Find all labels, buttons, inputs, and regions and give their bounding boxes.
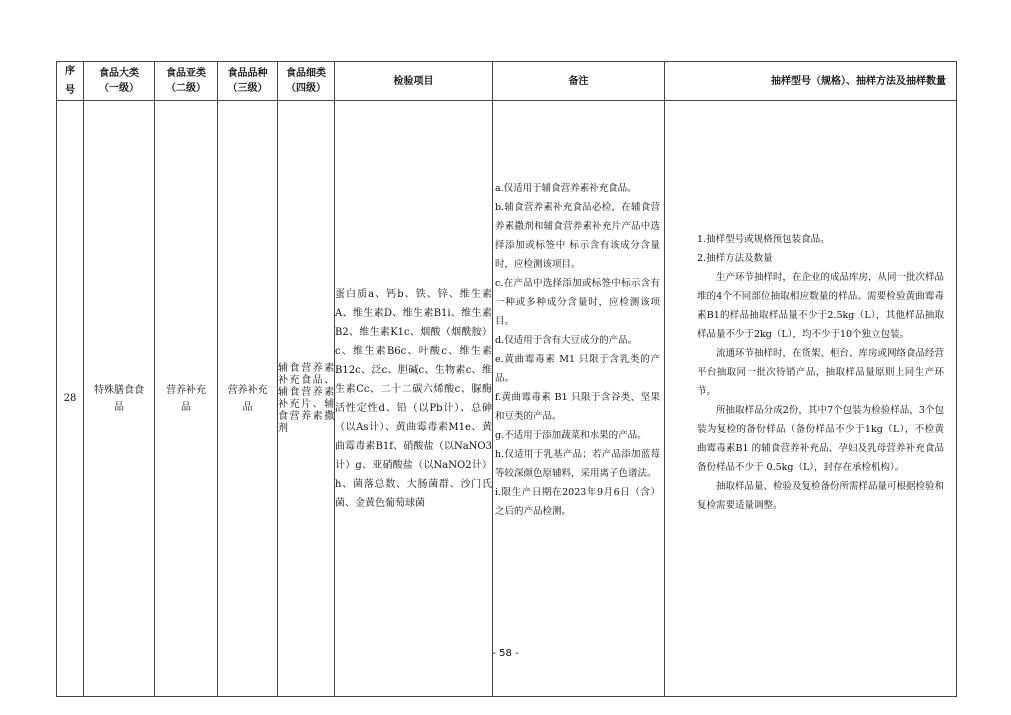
note-e: e.黄曲霉毒素 M1 只限于含乳类的产品。	[495, 354, 660, 384]
header-sampling: 抽样型号（规格）、抽样方法及抽样数量	[665, 62, 957, 101]
header-notes: 备注	[493, 62, 665, 101]
sampling-split: 所抽取样品分成2份，其中7个包装为检验样品，3个包装为复检的备份样品（备份样品不少于1kg（L），不检黄曲霉毒素B1 的辅食营养补充品、孕妇及乳母营养补充食品备份样品不少于 0.5kg（L），封存在承检机构）。	[697, 405, 944, 473]
table-row	[57, 101, 957, 697]
note-a: a.仅适用于辅食营养素补充食品。	[495, 183, 637, 194]
note-h: h.仅适用于乳基产品；若产品添加蓝莓 等较深颜色原辅料，采用离子色谱法。	[495, 449, 660, 479]
cell-major: 特殊膳食食品	[84, 101, 155, 697]
note-b: b.辅食营养素补充食品必检，在辅食营 养素撒剂和辅食营养素补充片产品中选择添加或标签中 标示含有该成分含量时，应检测该项目。	[495, 202, 660, 270]
note-i: i.限生产日期在2023年9月6日（含）之后的产品检测。	[495, 487, 660, 517]
inspection-table	[56, 61, 957, 697]
note-d: d.仅适用于含有大豆成分的产品。	[495, 335, 638, 346]
sampling-2: 2.抽样方法及数量	[697, 253, 773, 264]
note-g: g.不适用于添加蔬菜和水果的产品。	[495, 430, 647, 441]
cell-sampling	[665, 101, 957, 697]
cell-sub: 营养补充品	[155, 101, 218, 697]
header-seq: 序号	[57, 62, 84, 101]
cell-variety: 营养补充品	[218, 101, 278, 697]
cell-seq: 28	[57, 101, 84, 697]
header-items: 检验项目	[335, 62, 493, 101]
note-c: c.在产品中选择添加或标签中标示含有一种或多种成分含量时，应检测该项目。	[495, 278, 660, 327]
header-row	[57, 62, 957, 101]
header-major: 食品大类 （一级）	[84, 62, 155, 101]
note-f: f.黄曲霉毒素 B1 只限于含谷类、坚果和豆类的产品。	[495, 392, 660, 422]
cell-items: 蛋白质a、钙b、铁、锌、维生素A、维生素D、维生素B1i、维生素B2、维生素K1c、烟酸（烟酰胺）c、维生素B6c、叶酸c、维生素B12c、泛c、胆碱c、生物素c、维生素Cc、二十二碳六烯酸c、脲酶活性定性d、铅（以Pb计）、总砷（以As计）、黄曲霉毒素M1e、黄曲霉毒素B1f、硝酸盐（以NaNO3计）g、亚硝酸盐（以NaNO2计）h、菌落总数、大肠菌群、沙门氏菌、金黄色葡萄球菌	[335, 101, 493, 697]
header-variety: 食品品种 （三级）	[218, 62, 278, 101]
cell-detail: 辅食营养素补充食品、辅食营养素补充片、辅食营养素撒剂	[278, 101, 335, 697]
page-number: - 58 -	[492, 648, 519, 659]
header-detail: 食品细类 （四级）	[278, 62, 335, 101]
sampling-1: 1.抽样型号或规格预包装食品。	[697, 234, 830, 245]
sampling-production: 生产环节抽样时，在企业的成品库房，从同一批次样品堆的4个不同部位抽取相应数量的样品。需要检验黄曲霉毒素B1的样品抽取样品量不少于2.5kg（L），其他样品抽取样品量不少于2kg（L），均不少于10个独立包装。	[697, 272, 945, 340]
sampling-adjust: 抽取样品量、检验及复检备份所需样品量可根据检验和复检需要适量调整。	[697, 481, 945, 511]
header-sub: 食品亚类 （二级）	[155, 62, 218, 101]
sampling-circulation: 流通环节抽样时，在货架、柜台、库房或网络食品经营平台抽取同一批次待销产品，抽取样品量原则上同生产环节。	[697, 348, 945, 397]
cell-notes	[493, 101, 665, 697]
